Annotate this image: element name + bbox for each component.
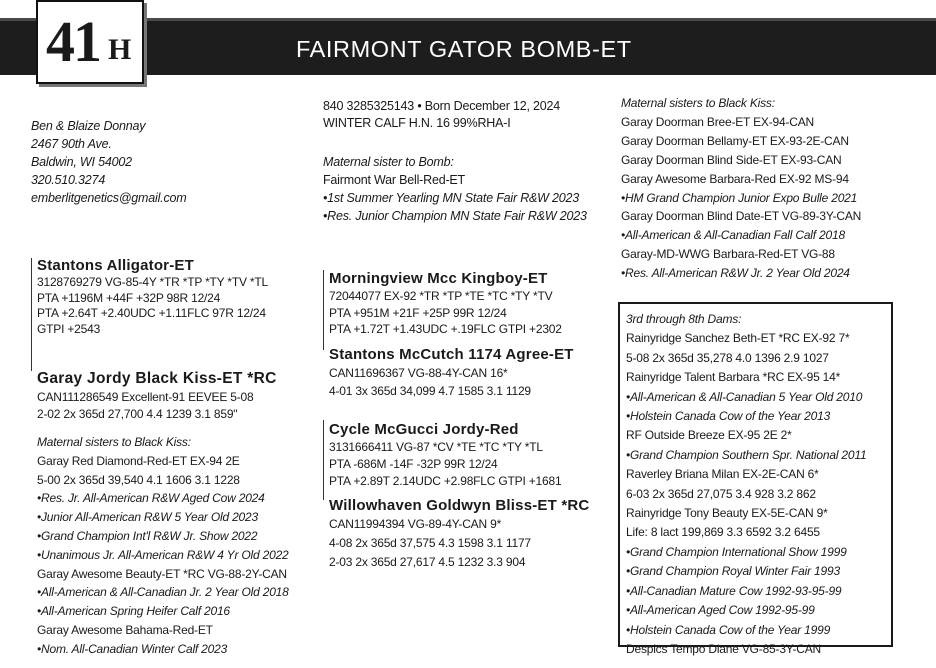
honor-line: •Holstein Canada Cow of the Year 1999 (626, 622, 831, 637)
dam-line: RF Outside Breeze EX-95 2E 2* (626, 428, 792, 443)
dam-line: Rainyridge Talent Barbara *RC EX-95 14* (626, 370, 841, 385)
sire-block (37, 256, 268, 337)
sire-dam-name: Stantons McCutch 1174 Agree-ET (329, 346, 574, 363)
sire-sire-line: 72044077 EX-92 *TR *TP *TE *TC *TY *TV (329, 289, 553, 303)
dams-3-8-block (626, 310, 866, 659)
sire-line: 3128769279 VG-85-4Y *TR *TP *TY *TV *TL (37, 275, 268, 289)
honor-line: •Unanimous Jr. All-American R&W 4 Yr Old 2022 (37, 547, 289, 562)
honor-line: •Res. All-American R&W Jr. 2 Year Old 2024 (621, 266, 850, 281)
honor-line: •Grand Champion Royal Winter Fair 1993 (626, 564, 840, 579)
honor-line: •Nom. All-Canadian Winter Calf 2023 (37, 641, 228, 656)
sire-line: PTA +1196M +44F +32P 98R 12/24 (37, 290, 221, 305)
sire-line: PTA +2.64T +2.40UDC +1.11FLC 97R 12/24 (37, 306, 266, 320)
sister-line: Garay Awesome Beauty-ET *RC VG-88-2Y-CAN (37, 566, 287, 581)
consignor-line: 2467 90th Ave. (31, 137, 112, 151)
lot-suffix: H (108, 33, 132, 66)
honor-line: •All-American Spring Heifer Calf 2016 (37, 604, 230, 619)
sister-line: Garay Awesome Barbara-Red EX-92 MS-94 (621, 171, 849, 186)
record-line: 5-00 2x 365d 39,540 4.1 1606 3.1 1228 (37, 472, 240, 487)
sire-name: Stantons Alligator-ET (37, 257, 194, 274)
honor-line: •Grand Champion Southern Spr. National 2011 (626, 447, 867, 462)
sire-dam-line: 4-01 3x 365d 34,099 4.7 1585 3.1 1129 (329, 384, 531, 398)
sire-dam-line: CAN11696367 VG-88-4Y-CAN 16* (329, 366, 508, 380)
dam-dam-name: Willowhaven Goldwyn Bliss-ET *RC (329, 497, 590, 514)
dam-line: Raverley Briana Milan EX-2E-CAN 6* (626, 467, 819, 482)
dam-line: CAN111286549 Excellent-91 EEVEE 5-08 (37, 390, 254, 404)
consignor-line: Ben & Blaize Donnay (31, 119, 146, 133)
sire-sire-line: PTA +951M +21F +25P 99R 12/24 (329, 305, 507, 320)
honor-line: •1st Summer Yearling MN State Fair R&W 2023 (323, 191, 580, 205)
sister-line: Garay-MD-WWG Barbara-Red-ET VG-88 (621, 247, 835, 262)
dam-block (37, 369, 277, 423)
record-line: Life: 8 lact 199,869 3.3 6592 3.2 6455 (626, 525, 820, 540)
sister-line: Garay Red Diamond-Red-ET EX-94 2E (37, 453, 240, 468)
dam-dam-line: 4-08 2x 365d 37,575 4.3 1598 3.1 1177 (329, 536, 531, 550)
pedigree-bar-sire (31, 258, 32, 371)
sire-sire-line: PTA +1.72T +1.43UDC +.19FLC GTPI +2302 (329, 322, 562, 336)
dam-sire-line: PTA -686M -14F -32P 99R 12/24 (329, 457, 498, 471)
dam-line: Rainyridge Tony Beauty EX-5E-CAN 9* (626, 506, 828, 521)
dam-sire-block (329, 420, 561, 490)
record-line: 5-08 2x 365d 35,278 4.0 1396 2.9 1027 (626, 350, 829, 365)
dam-name: Garay Jordy Black Kiss-ET *RC (37, 370, 277, 387)
section-heading: Maternal sisters to Black Kiss: (621, 96, 775, 110)
dam-line: Despics Tempo Diane VG-85-3Y-CAN (626, 641, 822, 656)
consignor-block (31, 117, 186, 207)
sister-name: Fairmont War Bell-Red-ET (323, 173, 465, 187)
sister-line: Garay Doorman Bree-ET EX-94-CAN (621, 114, 814, 129)
honor-line: •All-Canadian Mature Cow 1992-93-95-99 (626, 583, 842, 598)
sister-line: Garay Doorman Bellamy-ET EX-93-2E-CAN (621, 133, 849, 148)
right-sisters-block (621, 94, 861, 283)
honor-line: •Grand Champion International Show 1999 (626, 544, 847, 559)
consignor-line: 320.510.3274 (31, 173, 106, 187)
sire-sire-name: Morningview Mcc Kingboy-ET (329, 270, 548, 287)
lot-number: 41 (46, 9, 100, 74)
sire-line: GTPI +2543 (37, 321, 101, 336)
section-heading: 3rd through 8th Dams: (626, 312, 742, 326)
animal-info (323, 98, 560, 132)
sire-dam-block (329, 345, 574, 400)
class-hn-rha: WINTER CALF H.N. 16 99%RHA-I (323, 116, 511, 130)
honor-line: •HM Grand Champion Junior Expo Bulle 2021 (621, 190, 858, 205)
dam-sire-name: Cycle McGucci Jordy-Red (329, 421, 519, 438)
dam-dam-block (329, 496, 589, 572)
lot-number-box (36, 0, 144, 84)
sire-sire-block (329, 269, 562, 338)
dam-line: 2-02 2x 365d 27,700 4.4 1239 3.1 859" (37, 407, 238, 421)
sister-line: Garay Awesome Bahama-Red-ET (37, 622, 213, 637)
id-birthdate: 840 3285325143 • Born December 12, 2024 (323, 99, 561, 113)
honor-line: •Grand Champion Int'l R&W Jr. Show 2022 (37, 528, 258, 543)
sister-line: Garay Doorman Blind Side-ET EX-93-CAN (621, 152, 842, 167)
dam-line: Rainyridge Sanchez Beth-ET *RC EX-92 7* (626, 331, 850, 346)
sister-line: Garay Doorman Blind Date-ET VG-89-3Y-CAN (621, 209, 862, 224)
pedigree-bar-sire-sire (323, 270, 324, 350)
animal-name-title: FAIRMONT GATOR BOMB-ET (296, 36, 632, 62)
section-heading: Maternal sister to Bomb: (323, 155, 454, 169)
honor-line: •Res. Junior Champion MN State Fair R&W 2023 (323, 209, 587, 223)
dam-dam-line: CAN11994394 VG-89-4Y-CAN 9* (329, 517, 502, 531)
dam-sire-line: PTA +2.89T 2.14UDC +2.98FLC GTPI +1681 (329, 474, 562, 488)
consignor-email: emberlitgenetics@gmail.com (31, 191, 187, 205)
honor-line: •All-American & All-Canadian 5 Year Old 2010 (626, 389, 863, 404)
dam-dam-line: 2-03 2x 365d 27,617 4.5 1232 3.3 904 (329, 555, 526, 569)
honor-line: •All-American & All-Canadian Jr. 2 Year Old 2018 (37, 585, 289, 600)
consignor-line: Baldwin, WI 54002 (31, 155, 132, 169)
pedigree-bar-dam-sire (323, 420, 324, 500)
honor-line: •Junior All-American R&W 5 Year Old 2023 (37, 510, 258, 525)
honor-line: •All-American & All-Canadian Fall Calf 2018 (621, 228, 845, 243)
maternal-sister-bomb (323, 153, 587, 225)
honor-line: •Res. Jr. All-American R&W Aged Cow 2024 (37, 491, 265, 506)
dam-sisters-block (37, 433, 289, 659)
honor-line: •Holstein Canada Cow of the Year 2013 (626, 409, 831, 424)
honor-line: •All-American Aged Cow 1992-95-99 (626, 603, 815, 618)
section-heading: Maternal sisters to Black Kiss: (37, 435, 191, 449)
dam-sire-line: 3131666411 VG-87 *CV *TE *TC *TY *TL (329, 440, 543, 454)
record-line: 6-03 2x 365d 27,075 3.4 928 3.2 862 (626, 486, 816, 501)
